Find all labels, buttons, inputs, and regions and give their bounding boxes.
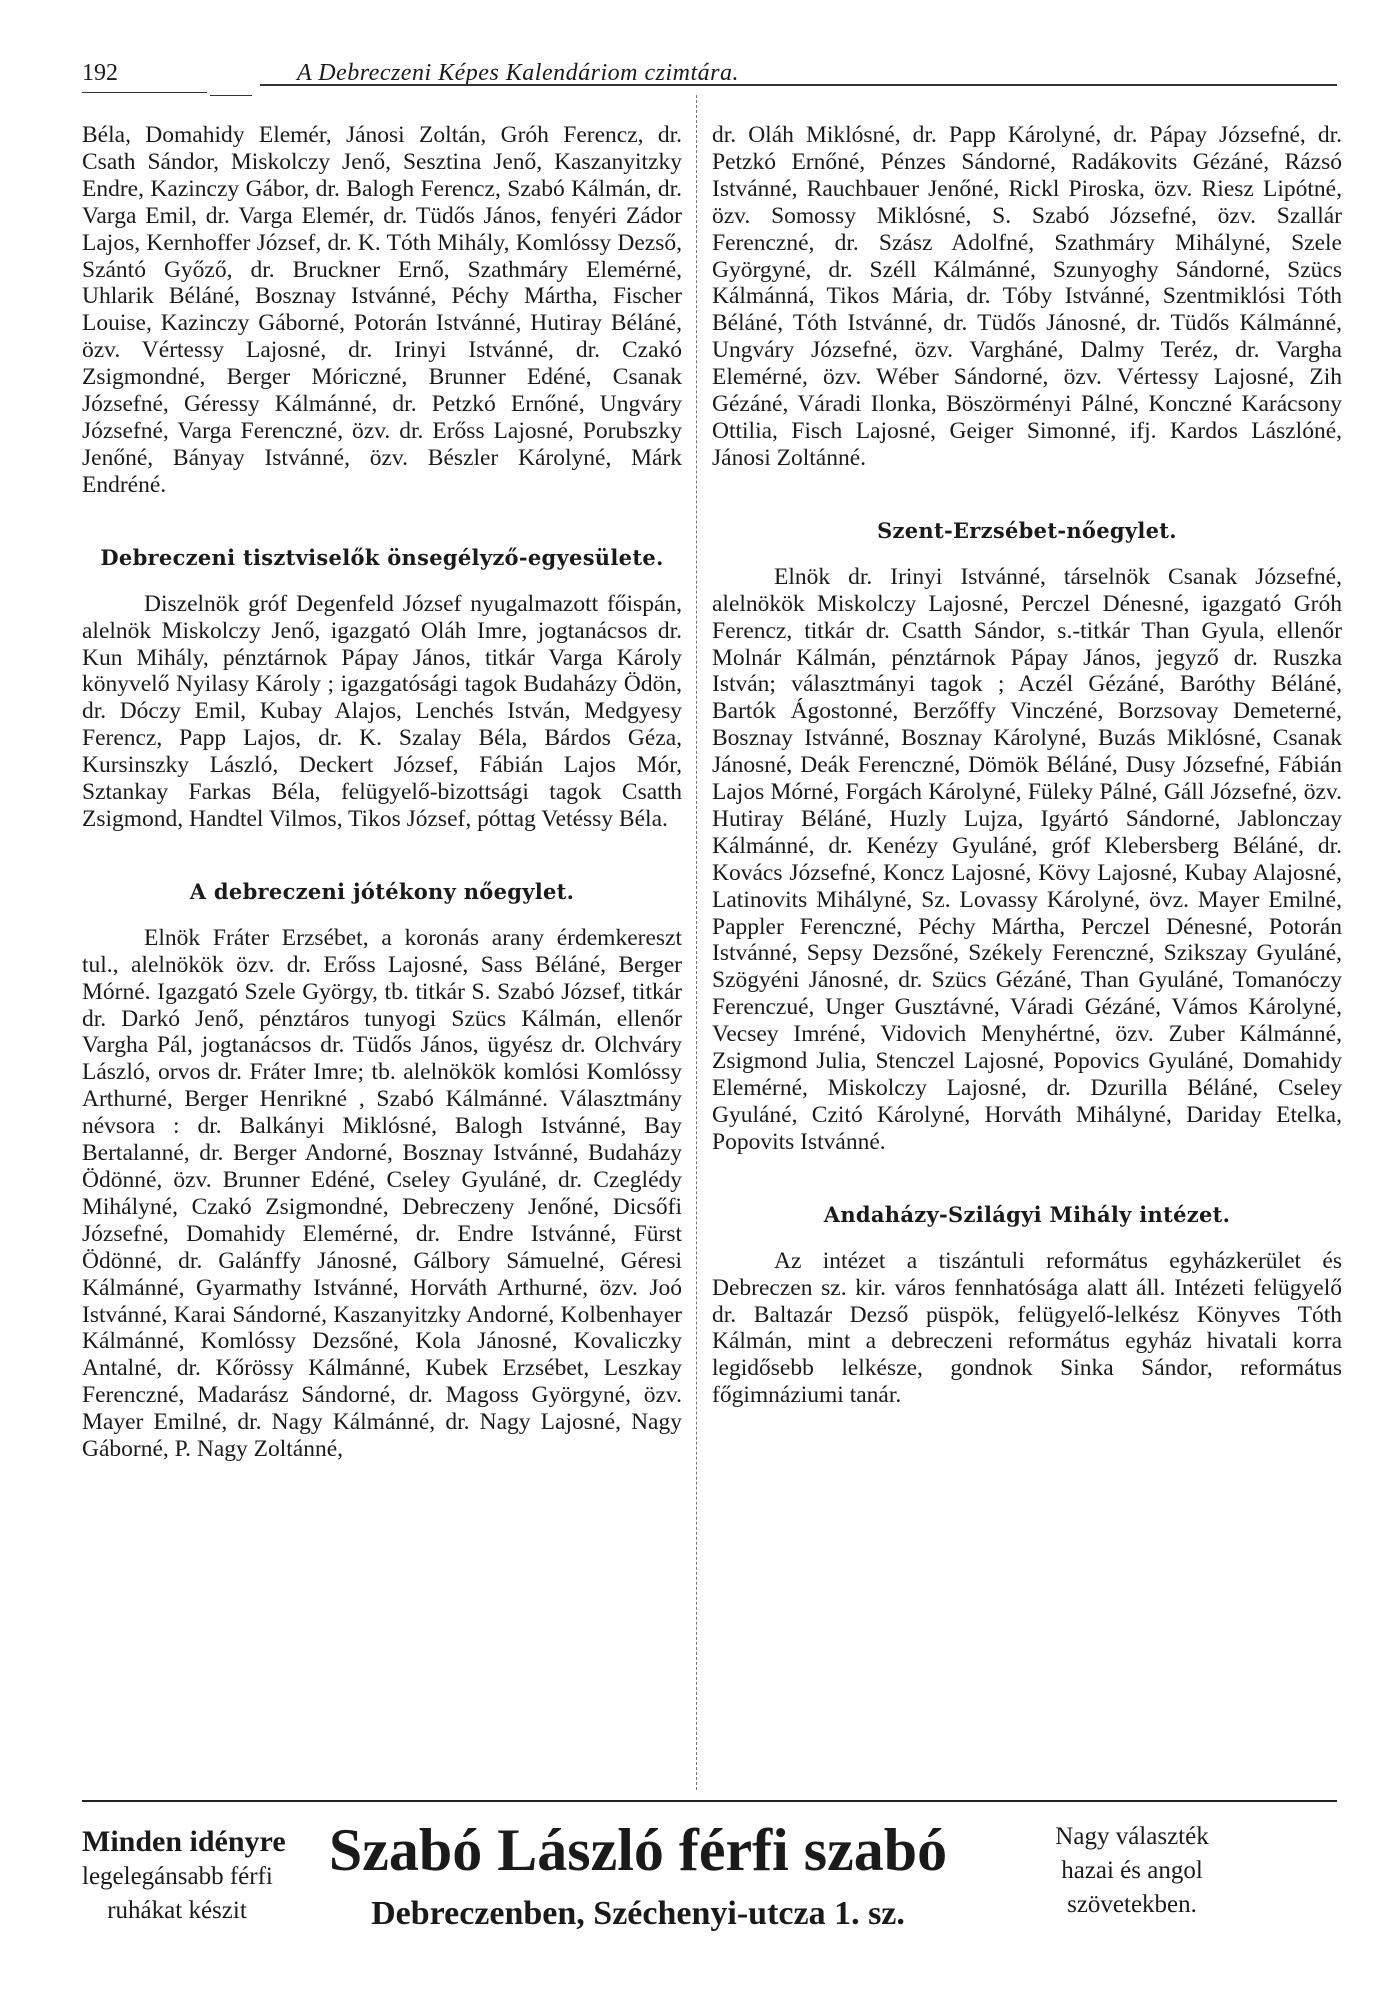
tailor-advertisement [82, 1810, 1337, 1990]
ad-left-line: Minden idényre [82, 1825, 286, 1858]
ad-headline: Szabó László férfi szabó [328, 1817, 948, 1883]
ad-left-line: ruhákat készit [107, 1897, 247, 1924]
section-body-jotekony-noegylet: Elnök Fráter Erzsébet, a koronás arany érdemkereszt tul., alelnökök özv. dr. Erőss Lajosné, Sass Béláné, Berger Mórné. Igazgató Szele György, tb. titkár S. Szabó József, titkár dr. Darkó Jenő, pénztáros tunyogi Szücs Kálmán, ellenőr Vargha Pál, jogtanácsos dr. Tüdős János, ügyész dr. Olchváry László, orvos dr. Fráter Imre; tb. alelnökök komlósi Komlóssy Arthurné, Berger Henrikné , Szabó Kálmánné. Választmány névsora : dr. Balkányi Miklósné, Balogh Istvánné, Bay Bertalanné, dr. Berger Andorné, Bosznay Istvánné, Budaházy Ödönné, özv. Brunner Edéné, Cseley Gyuláné, dr. Czeglédy Mihályné, Czakó Zsigmondné, Debreczeny Jenőné, Dicsőfi Józsefné, Domahidy Elemérné, dr. Endre Istvánné, Fürst Ödönné, dr. Galánffy Jánosné, Gálbory Sámuelné, Géresi Kálmánné, Gyarmathy Istvánné, Horváth Arthurné, özv. Joó Istvánné, Karai Sándorné, Kaszanyitzky Andorné, Kolbenhayer Kálmánné, Komlóssy Dezsőné, Kola Jánosné, Kovaliczky Antalné, dr. Kőrössy Kálmánné, Kubek Erzsébet, Leszkay Ferenczné, Madarász Sándorné, dr. Magoss Györgyné, özv. Mayer Emilné, dr. Nagy Kálmánné, dr. Nagy Lajosné, Nagy Gáborné, P. Nagy Zoltánné, [82, 924, 682, 1463]
page-header [82, 50, 1337, 100]
section-title-andahazy-intezet: Andaházy-Szilágyi Mihály intézet. [823, 1201, 1231, 1227]
header-rule [210, 95, 252, 96]
page-number: 192 [82, 60, 118, 86]
ad-address: Debreczenben, Széchenyi-utcza 1. sz. [371, 1895, 905, 1932]
advertisement-rule [82, 1800, 1337, 1802]
header-rule [260, 84, 1337, 86]
header-rule [82, 92, 207, 93]
section-body-szent-erzsebet: Elnök dr. Irinyi Istvánné, társelnök Csanak Józsefné, alelnökök Miskolczy Lajosné, Perczel Dénesné, igazgató Gróh Ferencz, titkár dr. Csatth Sándor, s.-titkár Than Gyula, ellenőr Molnár Kálmán, pénztárnok Pápay János, jegyző dr. Ruszka István; választmányi tagok ; Aczél Gézáné, Baróthy Béláné, Bartók Ágostonné, Berzőffy Vinczéné, Borzsovay Demeterné, Bosznay Istvánné, Bosznay Károlyné, Buzás Miklósné, Csanak Jánosné, Deák Ferenczné, Dömök Béláné, Dusy Józsefné, Fábián Lajos Mórné, Forgách Károlyné, Füleky Pálné, Gáll Józsefné, özv. Hutiray Béláné, Huzly Lujza, Igyártó Sándorné, Jablonczay Kálmánné, dr. Kenézy Gyuláné, gróf Klebersberg Béláné, dr. Kovács Józsefné, Koncz Lajosné, Kövy Lajosné, Kubay Alajosné, Latinovits Mihályné, Sz. Lovassy Károlyné, övz. Mayer Emilné, Pappler Ferenczné, Péchy Mártha, Perczel Dénesné, Potorán Istvánné, Sepsy Dezsőné, Székely Ferenczné, Szikszay Gyuláné, Szögyéni Jánosné, dr. Szücs Gézáné, Than Gyuláné, Tomanóczy Ferenczué, Unger Gusztávné, Váradi Gézáné, Vámos Károlyné, Vecsey Imréné, Vidovich Menyhértné, özv. Zuber Kálmánné, Zsigmond Julia, Stenczel Lajosné, Popovics Gyuláné, Domahidy Elemérné, Miskolczy Lajosné, dr. Dzurilla Béláné, Cseley Gyuláné, Czitó Károlyné, Horváth Mihályné, Dariday Etelka, Popovits Istvánné. [712, 563, 1342, 1155]
ad-left-line: legelegánsabb férfi [82, 1863, 273, 1890]
section-body-tisztviselok: Diszelnök gróf Degenfeld József nyugalmazott főispán, alelnök Miskolczy Jenő, igazgató Oláh Imre, jogtanácsos dr. Kun Mihály, pénztárnok Pápay János, titkár Varga Károly könyvelő Nyilasy Károly ; igazgatósági tagok Budaházy Ödön, dr. Dóczy Emil, Kubay Alajos, Lenchés István, Medgyesy Ferencz, Papp Lajos, dr. K. Szalay Béla, Bárdos Géza, Kursinszky László, Deckert József, Fábián Lajos Mór, Sztankay Farkas Béla, felügyelő-bizottsági tagok Csatth Zsigmond, Handtel Vilmos, Tikos József, póttag Vetéssy Béla. [82, 590, 682, 832]
member-list-continuation: Béla, Domahidy Elemér, Jánosi Zoltán, Gróh Ferencz, dr. Csath Sándor, Miskolczy Jenő, Sesztina Jenő, Kaszanyitzky Endre, Kazinczy Gábor, dr. Balogh Ferencz, Szabó Kálmán, dr. Varga Emil, dr. Varga Elemér, dr. Tüdős János, fenyéri Zádor Lajos, Kernhoffer József, dr. K. Tóth Mihály, Komlóssy Dezső, Szántó Győző, dr. Bruckner Ernő, Szathmáry Elemérné, Uhlarik Béláné, Bosznay Istvánné, Péchy Mártha, Fischer Louise, Kazinczy Gáborné, Potorán Istvánné, Hutiray Béláné, özv. Vértessy Lajosné, dr. Irinyi Istvánné, dr. Czakó Zsigmondné, Berger Móriczné, Brunner Edéné, Csanak Józsefné, Géressy Kálmánné, dr. Petzkó Ernőné, Ungváry Józsefné, Varga Ferenczné, özv. dr. Erőss Lajosné, Porubszky Jenőné, Bányay Istvánné, özv. Bészler Károlyné, Márk Endréné. [82, 122, 682, 498]
member-list-continuation: dr. Oláh Miklósné, dr. Papp Károlyné, dr. Pápay Józsefné, dr. Petzkó Ernőné, Pénzes Sándorné, Radákovits Gézáné, Rázsó Istvánné, Rauchbauer Jenőné, Rickl Piroska, özv. Riesz Lipótné, özv. Somossy Miklósné, S. Szabó Józsefné, özv. Szallár Ferenczné, dr. Szász Adolfné, Szathmáry Mihályné, Szele Györgyné, dr. Széll Kálmánné, Szunyoghy Sándorné, Szücs Kálmánná, Tikos Mária, dr. Tóby Istvánné, Szentmiklósi Tóth Béláné, Tóth Istvánné, dr. Tüdős Jánosné, dr. Tüdős Kálmánné, Ungváry Józsefné, özv. Vargháné, Dalmy Teréz, dr. Vargha Elemérné, özv. Wéber Sándorné, özv. Vértessy Lajosné, Zih Gézáné, Váradi Ilonka, Böszörményi Pálné, Konczné Karácsony Ottilia, Fisch Lajosné, Geiger Simonné, ifj. Kardos Lászlóné, Jánosi Zoltánné. [712, 122, 1342, 471]
section-title-szent-erzsebet: Szent-Erzsébet-nőegylet. [877, 517, 1177, 543]
section-title-jotekony-noegylet: A debreczeni jótékony nőegylet. [189, 878, 575, 904]
ad-left-text [82, 1824, 286, 1928]
ad-right-line: hazai és angol [1061, 1857, 1203, 1884]
running-title: A Debreczeni Képes Kalendáriom czimtára. [297, 60, 739, 86]
column-divider [696, 95, 697, 1790]
left-column [82, 122, 682, 1463]
section-body-andahazy-intezet: Az intézet a tiszántuli református egyházkerület és Debreczen sz. kir. város fennhatósága alatt áll. Intézeti felügyelő dr. Baltazár Dezső püspök, felügyelő-lelkész Könyves Tóth Kálmán, mint a debreczeni református egyház hivatali korra legidősebb lelkésze, gondnok Sinka Sándor, református főgimnáziumi tanár. [712, 1247, 1342, 1409]
ad-right-line: Nagy választék [1055, 1823, 1209, 1850]
ad-right-line: szövetekben. [1067, 1891, 1197, 1918]
section-title-tisztviselok: Debreczeni tisztviselők önsegélyző-egyesülete. [100, 544, 664, 570]
ad-right-text [1032, 1820, 1232, 1922]
ad-center [288, 1810, 988, 1936]
right-column [712, 122, 1342, 1409]
